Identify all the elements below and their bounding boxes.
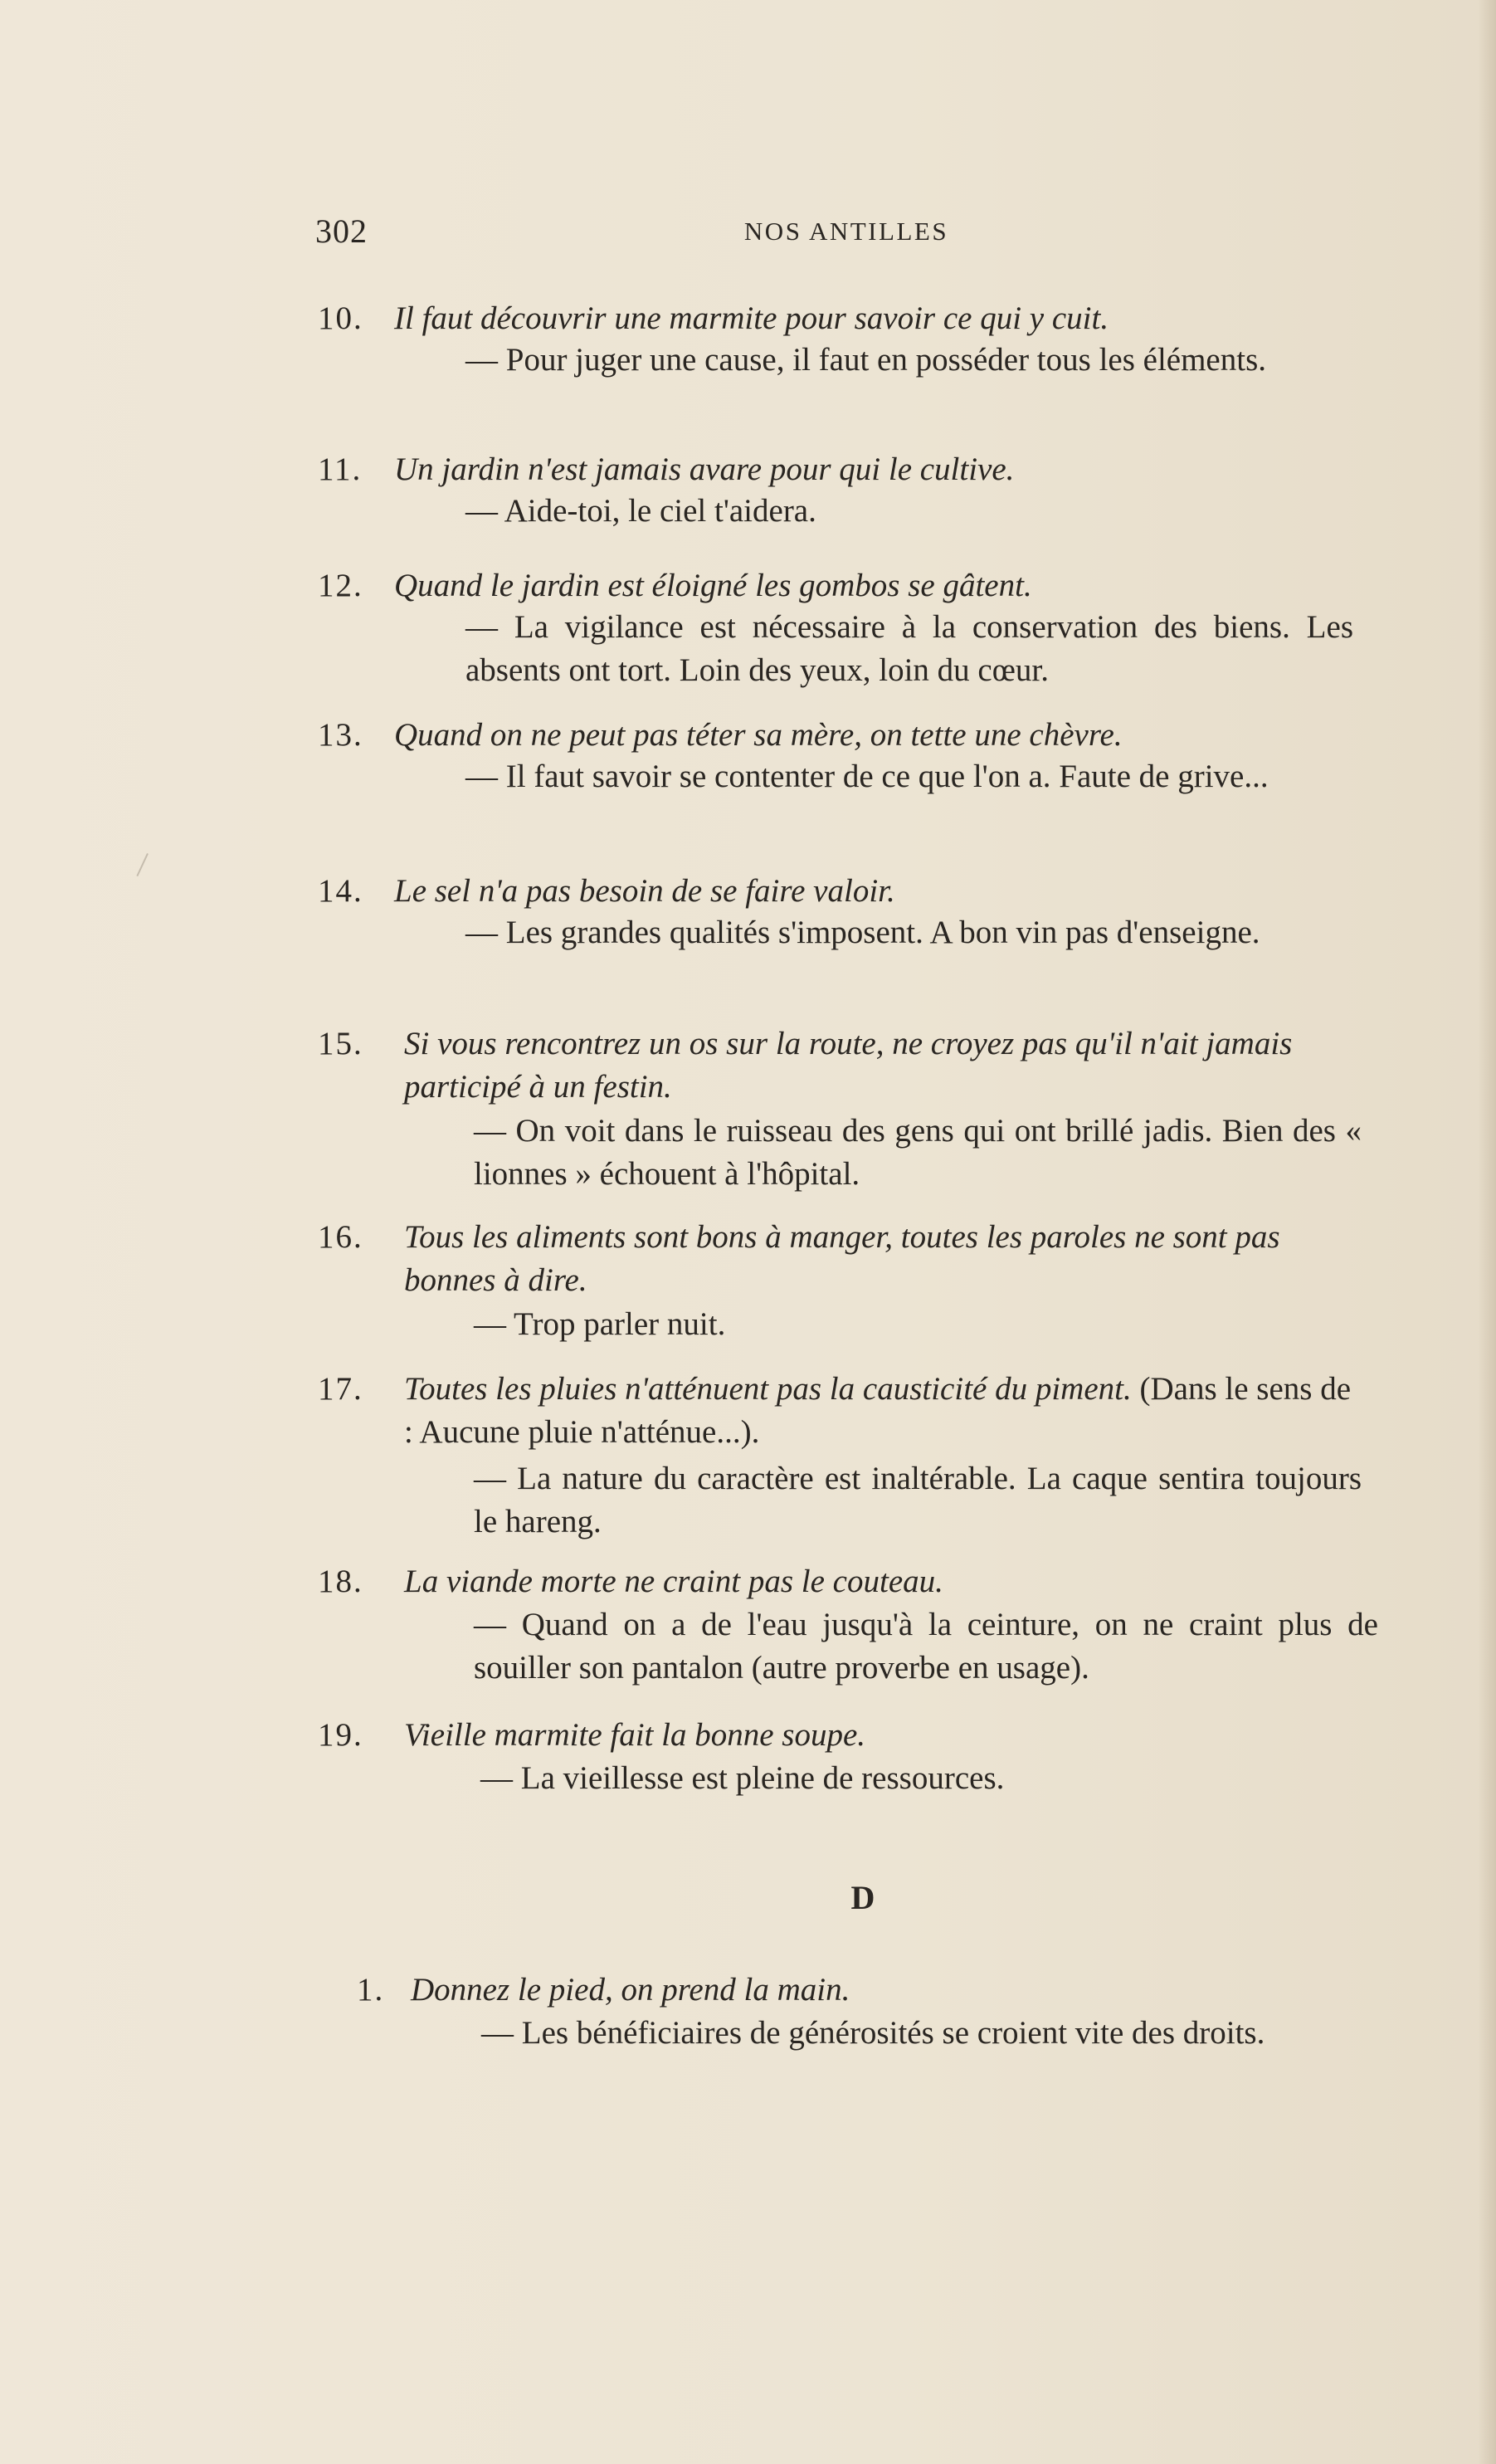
page-fleck-mark — [136, 853, 158, 881]
proverb-number: 15. — [318, 1026, 363, 1061]
proverb-item — [318, 1216, 1396, 1357]
proverb-item — [318, 1560, 1413, 1701]
proverb-explanation: — Quand on a de l'eau jusqu'à la ceinture, on ne craint plus de souiller son pantalon (autre proverbe en usage). — [474, 1607, 1378, 1686]
proverb-number: 19. — [318, 1717, 363, 1753]
proverb-text: Un jardin n'est jamais avare pour qui le cultive. — [394, 451, 1015, 487]
proverb-explanation: — On voit dans le ruisseau des gens qui ont brillé jadis. Bien des « lionnes » échouent à l'hôpital. — [474, 1113, 1362, 1192]
proverb-explanation: — La vieillesse est pleine de ressources. — [480, 1760, 1005, 1796]
proverb-text: Quand le jardin est éloigné les gombos se gâtent. — [394, 568, 1032, 603]
proverb-text: Quand on ne peut pas téter sa mère, on tette une chèvre. — [394, 717, 1123, 753]
proverb-item — [318, 1368, 1413, 1550]
running-title: NOS ANTILLES — [743, 217, 949, 246]
proverb-number: 18. — [318, 1564, 363, 1599]
proverb-number: 17. — [318, 1371, 363, 1407]
proverb-text: Il faut découvrir une marmite pour savoir ce qui y cuit. — [394, 300, 1109, 336]
proverb-explanation: — Il faut savoir se contenter de ce que l'on a. Faute de grive... — [465, 759, 1269, 794]
proverb-explanation: — La vigilance est nécessaire à la conservation des biens. Les absents ont tort. Loin des yeux, loin du cœur. — [465, 609, 1353, 688]
proverb-item — [318, 1714, 1413, 1813]
proverb-number: 12. — [318, 568, 363, 603]
proverb-explanation: — Les bénéficiaires de générosités se croient vite des droits. — [481, 2015, 1265, 2051]
proverb-text: Vieille marmite fait la bonne soupe. — [404, 1717, 866, 1753]
proverb-number: 1. — [357, 1972, 385, 2008]
proverb-text: Tous les aliments sont bons à manger, toutes les paroles ne sont pas bonnes à dire. — [404, 1219, 1280, 1298]
proverb-text: Le sel n'a pas besoin de se faire valoir. — [394, 873, 895, 909]
page-header — [315, 212, 1377, 261]
proverb-item — [318, 714, 1396, 855]
proverb-item — [357, 1969, 1435, 2110]
proverb-explanation: — Pour juger une cause, il faut en posséder tous les éléments. — [465, 342, 1267, 378]
proverb-item — [318, 870, 1396, 1011]
proverb-number: 11. — [318, 451, 363, 487]
proverb-text: La viande morte ne craint pas le couteau. — [404, 1564, 943, 1599]
proverb-note: (Dans le sens de : Aucune pluie n'atténue...). — [404, 1371, 1352, 1450]
proverb-number: 13. — [318, 717, 363, 753]
section-heading: D — [850, 1879, 875, 1916]
proverb-explanation: — Aide-toi, le ciel t'aidera. — [465, 493, 816, 529]
proverb-text: Si vous rencontrez un os sur la route, ne croyez pas qu'il n'ait jamais participé à un festin. — [404, 1026, 1293, 1105]
proverb-text: Donnez le pied, on prend la main. — [411, 1972, 850, 2008]
proverb-item — [318, 1022, 1396, 1213]
proverb-text — [404, 1368, 1367, 1454]
proverb-explanation: — La nature du caractère est inaltérable. La caque sentira toujours le hareng. — [474, 1461, 1362, 1539]
proverb-item — [318, 448, 1396, 539]
page-edge-shadow — [1478, 0, 1496, 2464]
proverb-number: 10. — [318, 300, 363, 336]
proverb-number: 14. — [318, 873, 363, 909]
proverb-item — [318, 564, 1396, 705]
proverb-explanation: — Les grandes qualités s'imposent. A bon vin pas d'enseigne. — [465, 915, 1260, 950]
proverb-item — [318, 297, 1396, 430]
proverb-explanation: — Trop parler nuit. — [474, 1306, 726, 1342]
page-number: 302 — [315, 212, 368, 250]
proverb-number: 16. — [318, 1219, 363, 1255]
proverb-text-italic: Toutes les pluies n'atténuent pas la causticité du piment. — [404, 1371, 1132, 1407]
